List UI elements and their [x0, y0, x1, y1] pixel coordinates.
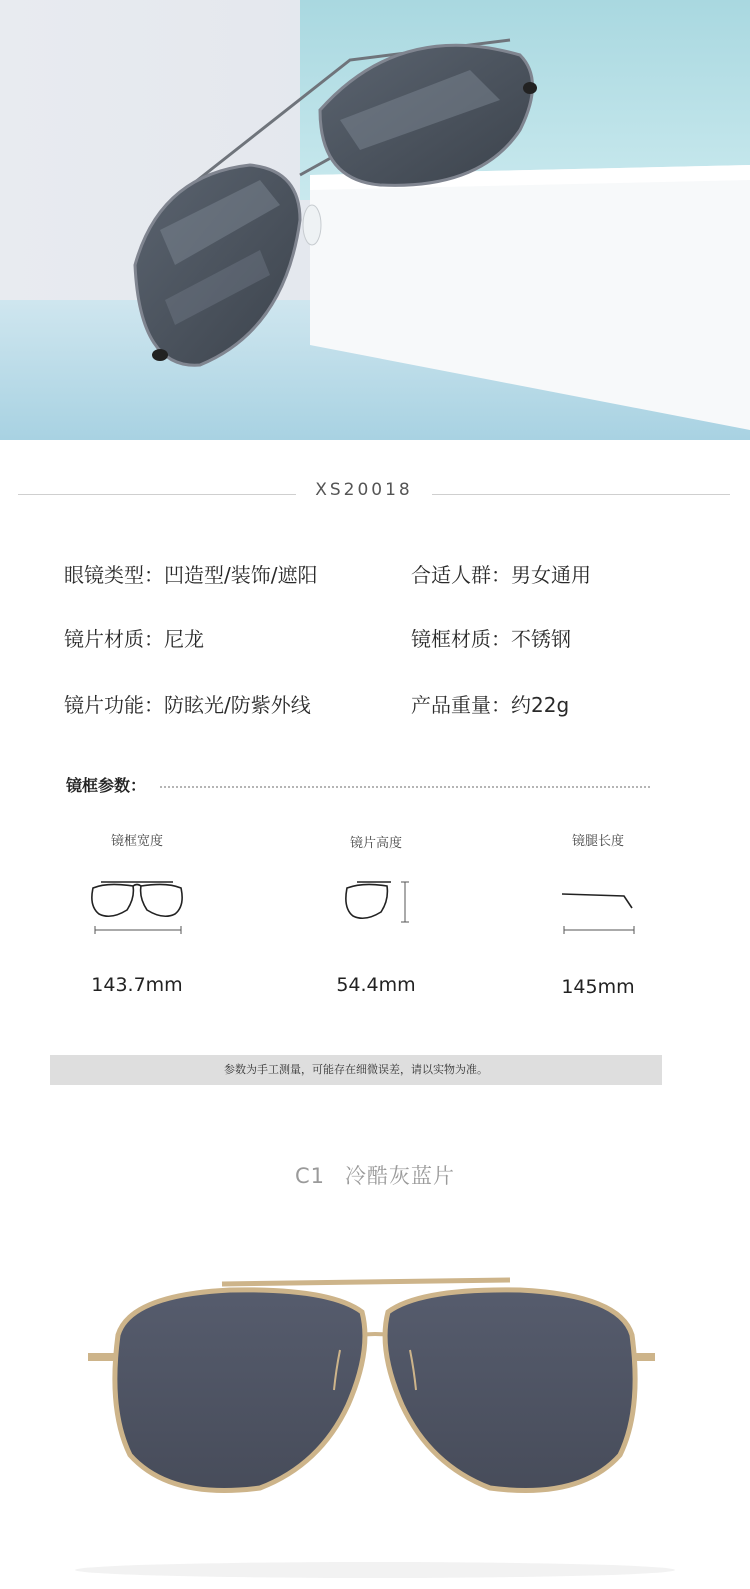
- frame-width-icon: [87, 878, 187, 938]
- spec-key: 镜片功能：: [64, 693, 164, 717]
- color-name: 冷酷灰蓝片: [345, 1164, 456, 1188]
- param-label: 镜腿长度: [571, 834, 624, 849]
- model-code-row: [0, 478, 750, 508]
- spec-value: 约22g: [511, 693, 570, 717]
- divider-left: [18, 494, 296, 495]
- spec-value: 防眩光/防紫外线: [164, 693, 311, 717]
- param-temple-length: [508, 830, 688, 1010]
- spec-frame-material: [411, 623, 571, 652]
- color-code: C1: [294, 1164, 326, 1188]
- spec-key: 眼镜类型：: [64, 563, 164, 587]
- spec-suitable-people: [411, 559, 591, 588]
- param-lens-height: [286, 832, 466, 1012]
- color-variant-title: [0, 1160, 750, 1190]
- model-code: XS20018: [315, 480, 413, 500]
- spec-lens-function: [64, 689, 311, 718]
- spec-key: 合适人群：: [411, 563, 511, 587]
- dotted-divider: [160, 786, 650, 788]
- spec-product-weight: [411, 689, 569, 718]
- param-label: 镜框宽度: [110, 834, 163, 849]
- param-value: 143.7mm: [91, 974, 183, 996]
- divider-right: [432, 494, 730, 495]
- lens-height-icon: [341, 876, 421, 932]
- spec-value: 凹造型/装饰/遮阳: [164, 563, 318, 587]
- hero-product-photo: [0, 0, 750, 440]
- product-front-photo: [0, 1240, 750, 1589]
- spec-key: 镜片材质：: [64, 627, 164, 651]
- spec-glasses-type: [64, 559, 317, 588]
- param-value: 54.4mm: [336, 974, 416, 996]
- spec-lens-material: [64, 623, 204, 652]
- param-frame-width: [47, 830, 227, 1010]
- param-label: 镜片高度: [349, 836, 402, 851]
- temple-length-icon: [558, 886, 648, 936]
- spec-key: 产品重量：: [411, 693, 511, 717]
- spec-value: 不锈钢: [511, 627, 571, 651]
- spec-key: 镜框材质：: [411, 627, 511, 651]
- frame-params-title: 镜框参数：: [66, 776, 147, 795]
- spec-value: 尼龙: [164, 627, 204, 651]
- measurement-note: 参数为手工测量，可能存在细微误差，请以实物为准。: [50, 1055, 662, 1085]
- param-value: 145mm: [561, 976, 635, 998]
- spec-value: 男女通用: [511, 563, 591, 587]
